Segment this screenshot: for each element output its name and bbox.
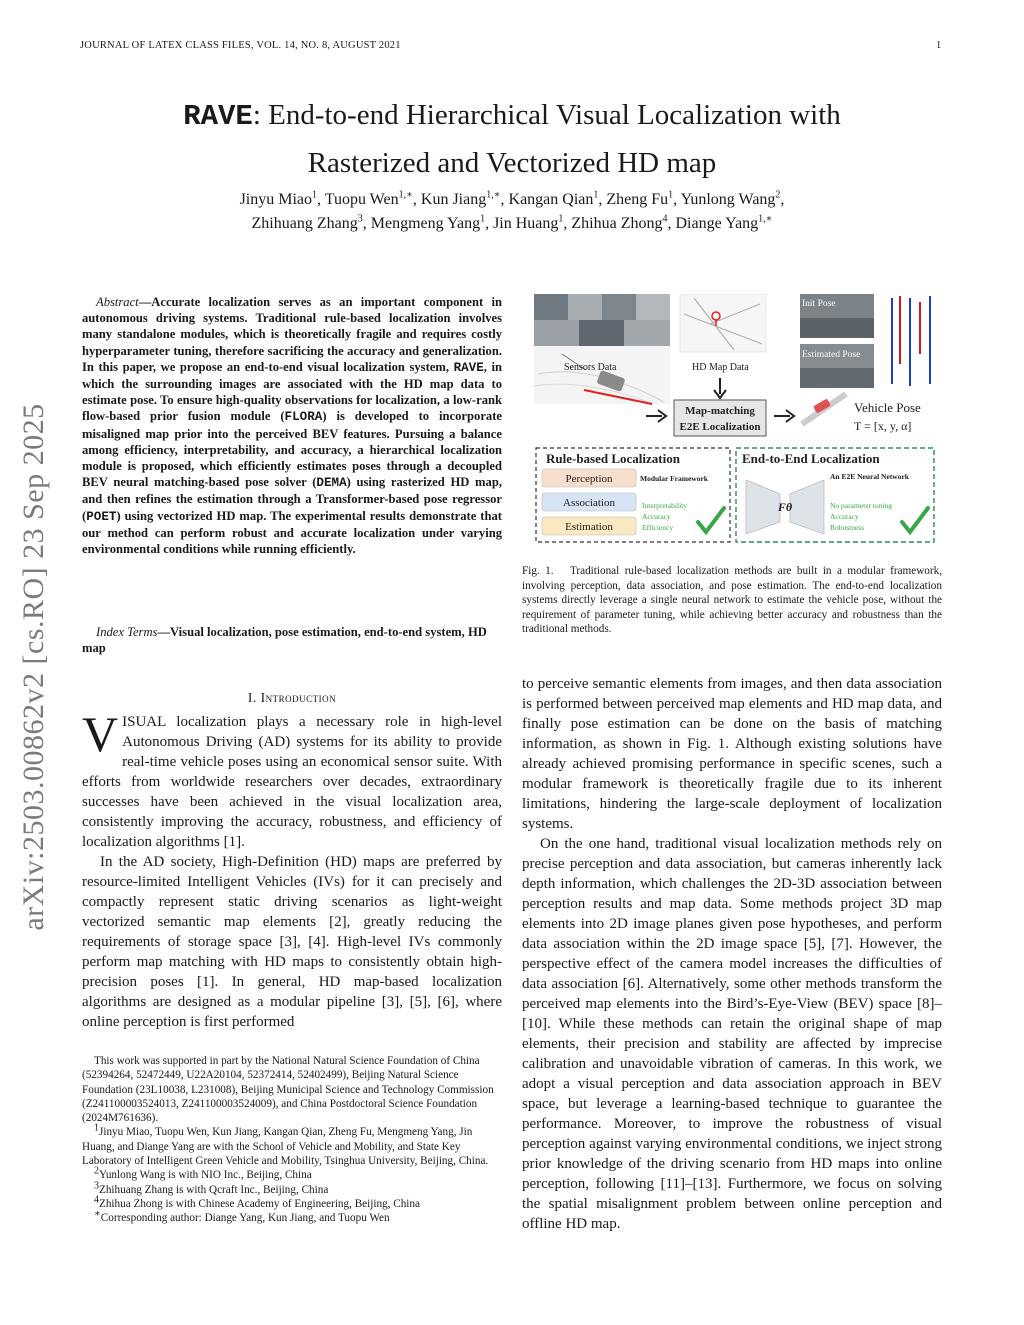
author: Jin Huang$^1$ bbox=[493, 213, 564, 232]
intro-paragraph-1: VISUAL localization plays a necessary role in high-level Autonomous Driving (AD) systems for its ability to provide real-time vehicle poses using an economical sensor suite. With efforts from worldwide researchers over decades, extraordinary successes have been achieved in the visual localization area, consistently improving the accuracy, robustness, and efficiency of localization algorithms [1]. bbox=[82, 706, 502, 850]
intro-left-column bbox=[82, 706, 502, 1032]
dema-term: DEMA bbox=[316, 476, 347, 491]
affiliation-note-3: $^3$Zhihuang Zhang is with Qcraft Inc., Beijing, China bbox=[94, 1179, 329, 1196]
figure-caption-text: Traditional rule-based localization methods are built in a modular framework, involving perception, data association, and pose estimation. The end-to-end localization systems directly leverage a single neural network to estimate the vehicle pose, without the requirement of parameter tuning, while achieving better accuracy and robustness than the traditional methods. bbox=[522, 565, 942, 636]
right-arrow-right bbox=[774, 410, 794, 422]
author: Kun Jiang$^{1,∗}$ bbox=[420, 189, 501, 208]
figure-caption bbox=[522, 564, 942, 637]
author: Yunlong Wang$^2$ bbox=[680, 189, 781, 208]
figure-1 bbox=[534, 294, 938, 546]
rave-term: RAVE bbox=[453, 360, 484, 375]
e2e-localization-label: E2E Localization bbox=[679, 421, 761, 433]
author: Jinyu Miao$^1$ bbox=[239, 189, 318, 208]
vehicle-pose-graphic bbox=[802, 394, 846, 424]
system-name: RAVE bbox=[183, 100, 253, 133]
intro-paragraph-4: On the one hand, traditional visual localization methods rely on precise perception and data association, but cameras inherently lack depth information, which challenges the 2D-3D association between perception results and map data. Some methods project 3D map elements into 2D image planes given pose hypotheses, and perform data association within the 2D image space [5], [7]. However, the perspective effect of the camera model increases the difficulties of data association [6]. Alternatively, some other methods transform the perceived map elements into the Bird’s-Eye-View (BEV) space [8]–[10]. While these methods can retain the original shape of map elements, their precision and stability are affected by imprecise calibration and unavoidable vibration of cameras. In this work, we adopt a visual perception and data association approach in BEV space, but leverage a learning-based technique to guarantee the performance. Moreover, to improve the robustness of visual perception against varying environmental conditions, we inject strong prior knowledge of the driving scenario from HD maps into online perception, following [11]–[13]. Furthermore, we focus on solving the spatial misalignment problem between online perception and offline HD map. bbox=[522, 836, 942, 1232]
page-number: 1 bbox=[936, 40, 942, 51]
e2e-title: End-to-End Localization bbox=[742, 451, 880, 466]
e2e-prop: Robustness bbox=[830, 523, 865, 532]
index-terms-label: Index Terms bbox=[96, 625, 158, 639]
author-list: Jinyu Miao$^1$, Tuopu Wen$^{1,∗}$, Kun Jiang$^{1,∗}$, Kangan Qian$^1$, Zheng Fu$^1$, Yunlong Wang$^2$, Zhihuang Zhang$^3$, Mengmeng Yang$^1$, Jin Huang$^1$, Zhihua Zhong$^4$, Diange Yang$^{1,∗}$ bbox=[239, 189, 785, 232]
figure-caption-label: Fig. 1. bbox=[522, 565, 554, 577]
corresponding-note: ∗Corresponding author: Diange Yang, Kun Jiang, and Tuopu Wen bbox=[94, 1208, 390, 1225]
arxiv-stamp bbox=[10, 372, 58, 962]
author: Diange Yang$^{1,∗}$ bbox=[675, 213, 773, 232]
rule-based-title: Rule-based Localization bbox=[546, 451, 680, 466]
association-label: Association bbox=[563, 497, 615, 509]
f-theta-label: Fθ bbox=[777, 500, 793, 514]
e2e-prop: No parameter tuning bbox=[830, 501, 893, 510]
pose-formula: T = [x, y, α] bbox=[854, 419, 912, 433]
author: Mengmeng Yang$^1$ bbox=[370, 213, 486, 232]
footnotes bbox=[82, 1054, 502, 1226]
sensor-images bbox=[534, 294, 670, 346]
init-pose-label: Init Pose bbox=[802, 299, 836, 309]
index-terms bbox=[82, 624, 502, 656]
intro-paragraph-3: to perceive semantic elements from images, and then data association is performed between perceived map elements and HD map data, and finally pose estimation can be done on the basis of matching information, as shown in Fig. 1. Although existing solutions have already achieved promising performance in specific scenes, such a modular framework is theoretically fragile due to its inherent limitations, hindering the large-scale deployment of localization systems. bbox=[522, 676, 942, 832]
intro-right-column bbox=[522, 674, 942, 1234]
right-arrow-left bbox=[646, 410, 666, 422]
title-line-2: Rasterized and Vectorized HD map bbox=[307, 147, 717, 179]
drop-cap: V bbox=[82, 706, 119, 762]
checkmark-icon bbox=[902, 508, 928, 532]
hd-map-data-label: HD Map Data bbox=[692, 362, 749, 373]
poet-term: POET bbox=[86, 509, 117, 524]
figure-1-graphic bbox=[534, 294, 938, 546]
checkmark-icon bbox=[698, 508, 724, 532]
modular-framework-label: Modular Framework bbox=[640, 474, 708, 483]
rule-prop: Efficiency bbox=[642, 523, 674, 532]
affiliation-note-2: $^2$Yunlong Wang is with NIO Inc., Beijing, China bbox=[94, 1165, 312, 1182]
running-header bbox=[80, 40, 401, 51]
abstract-label: Abstract bbox=[96, 295, 139, 309]
author: Kangan Qian$^1$ bbox=[508, 189, 599, 208]
estimated-pose-label: Estimated Pose bbox=[802, 350, 861, 360]
perception-label: Perception bbox=[565, 473, 613, 485]
intro-paragraph-2: In the AD society, High-Definition (HD) maps are preferred by resource-limited Intelligent Vehicles (IVs) for it can precisely and compactly represent static driving scenarios as light-weight vectorized semantic map elements [2], greatly reducing the requirements of storage space [3], [4]. High-level IVs commonly perform map matching with HD maps to consistently obtain high-precision poses [1]. In general, HD map-based localization algorithms are designed as a modular pipeline [3], [5], [6], where online perception is first performed bbox=[82, 854, 502, 1030]
abstract: Abstract—Accurate localization serves as an important component in autonomous driving systems. Traditional rule-based localization involves many standalone modules, which is theoretically fragile and requires costly hyperparameter tuning, therefore sacrificing the accuracy and generalization. In this paper, we propose an end-to-end visual localization system, RAVE, in which the surrounding images are associated with the HD map data to estimate pose. To ensure high-quality observations for localization, a low-rank flow-based prior fusion module (FLORA) is developed to incorporate misaligned map prior into the perceived BEV features. Pursuing a balance among efficiency, interpretability, and accuracy, a hierarchical localization module is proposed, which efficiently estimates poses through a decoupled BEV neural matching-based pose solver (DEMA) using rasterized HD map, and then refines the estimation through a Transformer-based pose regressor (POET) using vectorized HD map. The experimental results demonstrate that our method can perform robust and accurate localization under varying environmental conditions while running efficiently. bbox=[82, 295, 502, 557]
estimation-label: Estimation bbox=[565, 521, 613, 533]
e2e-network-label: An E2E Neural Network bbox=[830, 472, 909, 481]
map-matching-label: Map-matching bbox=[685, 405, 755, 417]
decoder-shape bbox=[790, 480, 824, 534]
e2e-prop: Accuracy bbox=[830, 512, 859, 521]
author: Zhihua Zhong$^4$ bbox=[571, 213, 668, 232]
sensor-pointcloud bbox=[534, 346, 670, 404]
journal-name: JOURNAL OF LATEX CLASS FILES, VOL. 14, NO. 8, AUGUST 2021 bbox=[80, 40, 401, 51]
affiliation-note-1: $^1$Jinyu Miao, Tuopu Wen, Kun Jiang, Kangan Qian, Zheng Fu, Mengmeng Yang, Jin Huang, and Diange Yang are with the School of Vehicle and Mobility, and State Key Laboratory of Intelligent Green Vehicle and Mobility, Tsinghua University, Beijing, China. bbox=[82, 1122, 489, 1168]
index-terms-text: —Visual localization, pose estimation, end-to-end system, HD map bbox=[82, 625, 487, 656]
author: Zheng Fu$^1$ bbox=[606, 189, 674, 208]
section-heading: I. Introduction bbox=[247, 690, 337, 705]
title-line-1: : End-to-end Hierarchical Visual Localization with bbox=[252, 99, 841, 131]
vehicle-pose-label: Vehicle Pose bbox=[854, 400, 921, 415]
paper-title bbox=[80, 92, 944, 186]
sensors-data-label: Sensors Data bbox=[564, 362, 617, 373]
funding-note: This work was supported in part by the National Natural Science Foundation of China (52394264, 52472449, U22A20104, 52372414, 52402499), Beijing Natural Science Foundation (23L10038, L231008), Beijing Municipal Science and Technology Commission (Z241100003524013, Z241100003524009), and China Postdoctoral Science Foundation (2024M761636). bbox=[82, 1055, 494, 1125]
encoder-shape bbox=[746, 480, 780, 534]
author: Tuopu Wen$^{1,∗}$ bbox=[324, 189, 413, 208]
hd-map-graphic bbox=[680, 294, 766, 352]
flora-term: FLORA bbox=[284, 410, 323, 425]
lane-lines-graphic bbox=[886, 294, 938, 388]
affiliation-note-4: $^4$Zhihua Zhong is with Chinese Academy of Engineering, Beijing, China bbox=[94, 1194, 420, 1210]
arxiv-identifier: arXiv:2503.00862v2 [cs.RO] 23 Sep 2025 bbox=[17, 403, 50, 931]
down-arrow bbox=[714, 378, 726, 398]
author: Zhihuang Zhang$^3$ bbox=[251, 213, 363, 232]
rule-prop: Interpretability bbox=[642, 501, 687, 510]
rule-prop: Accuracy bbox=[642, 512, 671, 521]
